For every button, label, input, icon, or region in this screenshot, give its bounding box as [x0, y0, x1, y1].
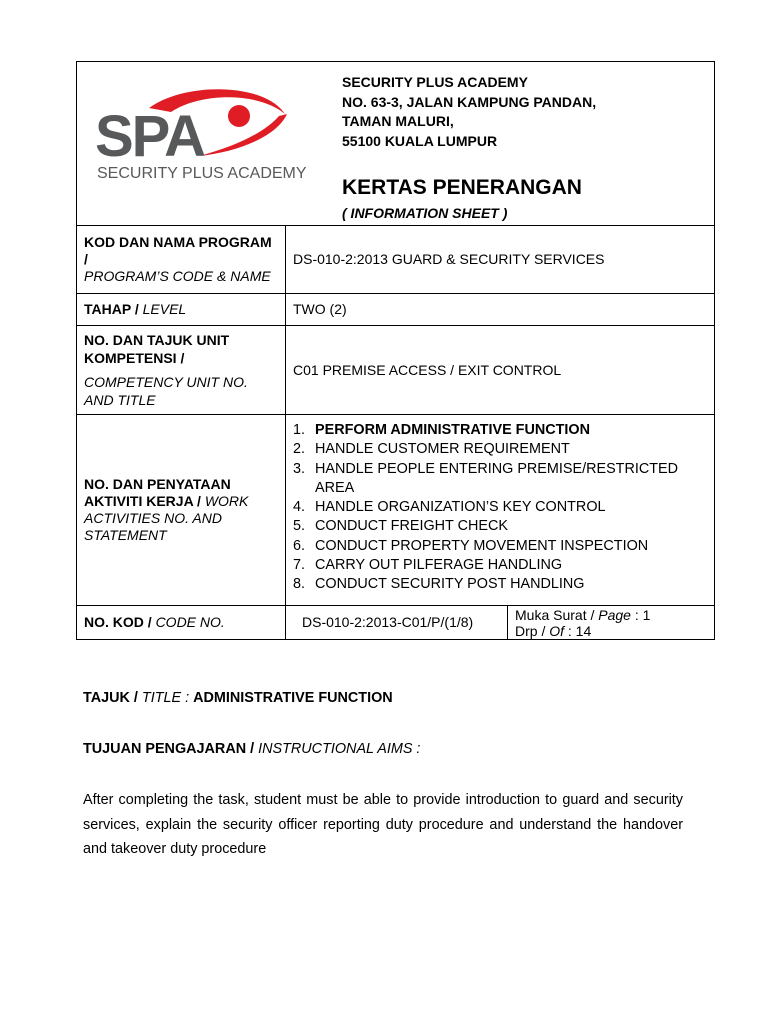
header-table [76, 61, 715, 640]
page-number: Muka Surat / Page : 1 Drp / Of : 14 [508, 606, 715, 640]
aims-paragraph: After completing the task, student must be able to provide introduction to guard and security services, explain the security officer reporting duty procedure and understand the handover and takeover duty procedure [83, 792, 683, 858]
aims-heading: TUJUAN PENGAJARAN / INSTRUCTIONAL AIMS : [83, 741, 421, 757]
svg-text:SPA: SPA [95, 104, 204, 169]
code-label: NO. KOD / CODE NO. [77, 606, 286, 640]
list-item: 4. HANDLE ORGANIZATION’S KEY CONTROL [293, 499, 606, 516]
unit-label: NO. DAN TAJUK UNIT KOMPETENSI / COMPETENCY UNIT NO. AND TITLE [77, 326, 286, 415]
list-item: 6. CONDUCT PROPERTY MOVEMENT INSPECTION [293, 537, 649, 554]
header-cell [77, 62, 715, 226]
document-title: KERTAS PENERANGAN [342, 176, 582, 199]
level-value: TWO (2) [286, 294, 715, 326]
unit-value: C01 PREMISE ACCESS / EXIT CONTROL [286, 326, 715, 415]
list-item: 3. HANDLE PEOPLE ENTERING PREMISE/RESTRICTED AREA [293, 460, 679, 496]
program-label: KOD DAN NAMA PROGRAM / PROGRAM’S CODE & NAME [77, 226, 286, 294]
list-item: 5. CONDUCT FREIGHT CHECK [293, 518, 508, 535]
program-value: DS-010-2:2013 GUARD & SECURITY SERVICES [286, 226, 715, 294]
document-subtitle: ( INFORMATION SHEET ) [342, 205, 508, 221]
spa-logo [89, 86, 334, 186]
svg-text:SECURITY PLUS ACADEMY: SECURITY PLUS ACADEMY [97, 165, 307, 182]
list-item: 8. CONDUCT SECURITY POST HANDLING [293, 576, 585, 593]
list-item: 1. PERFORM ADMINISTRATIVE FUNCTION [293, 422, 591, 438]
activities-list [293, 421, 707, 595]
activities-value [286, 415, 715, 606]
topic-title: TAJUK / TITLE : ADMINISTRATIVE FUNCTION [83, 690, 393, 706]
list-item: 2. HANDLE CUSTOMER REQUIREMENT [293, 441, 570, 458]
code-value: DS-010-2:2013-C01/P/(1/8) [286, 606, 508, 640]
info-sheet [76, 61, 714, 640]
level-label: TAHAP / LEVEL [77, 294, 286, 326]
list-item: 7. CARRY OUT PILFERAGE HANDLING [293, 557, 563, 574]
academy-address: SECURITY PLUS ACADEMY NO. 63-3, JALAN KAMPUNG PANDAN, TAMAN MALURI, 55100 KUALA LUMPUR [342, 74, 597, 149]
activities-label: NO. DAN PENYATAAN AKTIVITI KERJA / WORK ACTIVITIES NO. AND STATEMENT [77, 415, 286, 606]
